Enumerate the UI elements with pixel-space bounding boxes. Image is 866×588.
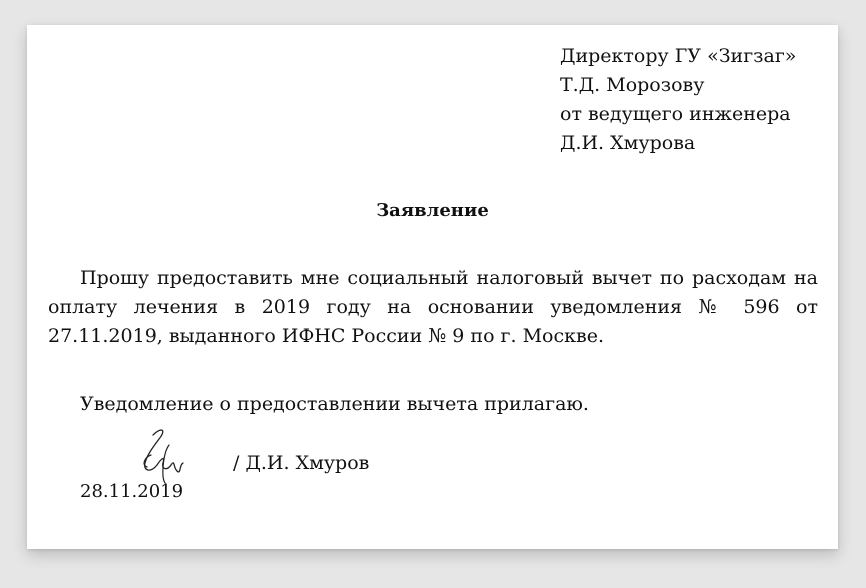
addressee-line: Т.Д. Морозову: [560, 74, 705, 96]
handwritten-signature: [123, 425, 195, 487]
document-page: [27, 25, 838, 549]
addressee-block: [560, 42, 796, 158]
document-title: Заявление: [376, 200, 489, 221]
signer-name: / Д.И. Хмуров: [233, 452, 370, 474]
document-date: 28.11.2019: [80, 481, 184, 502]
request-paragraph: Прошу предоставить мне социальный налоговый вычет по расходам на оплату лечения в 2019 году на основании уведомления № 596 от 27.11.2019, выданного ИФНС России № 9 по г. Москве.: [48, 267, 818, 347]
addressee-line: Директору ГУ «Зигзаг»: [560, 45, 797, 67]
attachment-note: Уведомление о предоставлении вычета прилагаю.: [80, 393, 589, 415]
addressee-line: от ведущего инженера: [560, 103, 791, 125]
addressee-line: Д.И. Хмурова: [560, 132, 696, 154]
